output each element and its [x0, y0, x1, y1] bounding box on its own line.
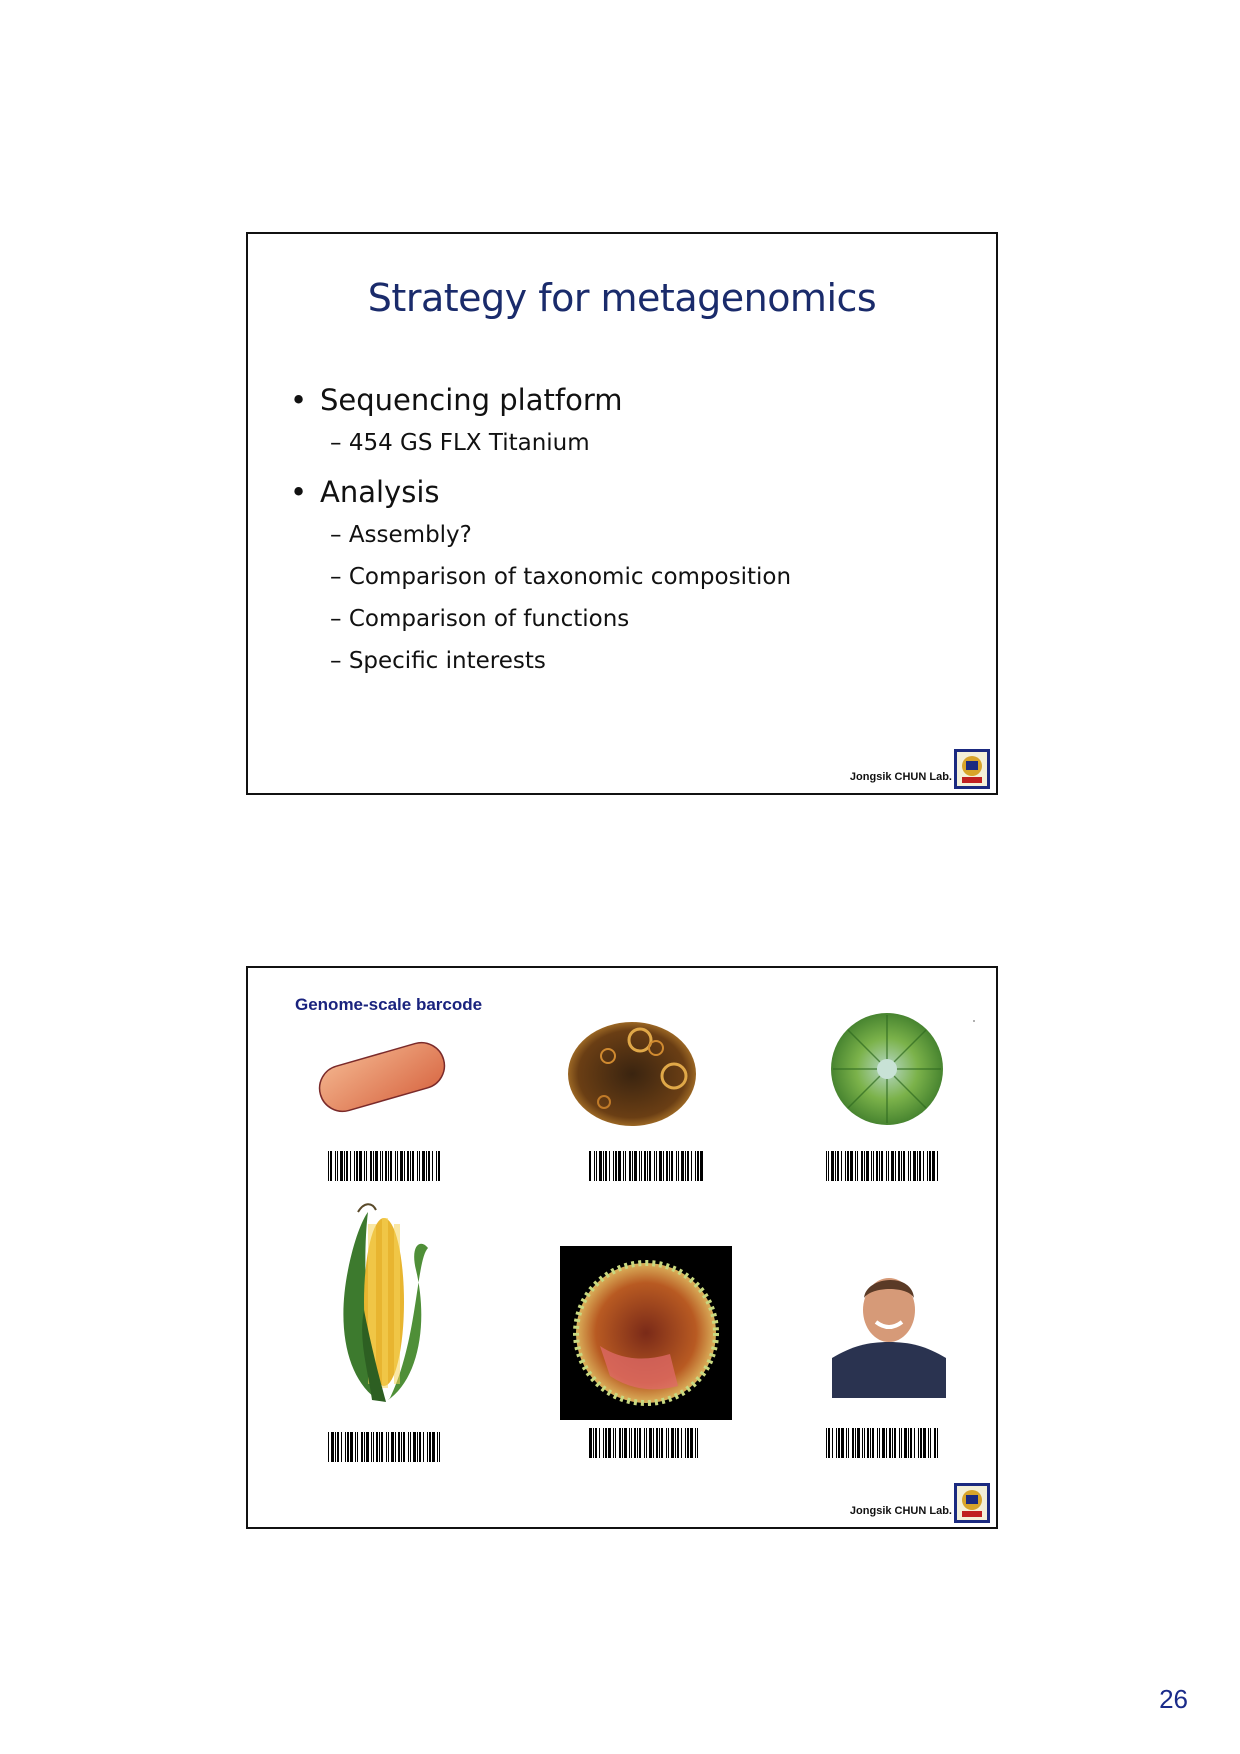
barcode-stripe: [663, 1151, 664, 1181]
slide-footer: [850, 749, 990, 789]
barcode-stripe: [901, 1151, 902, 1181]
barcode-stripe: [337, 1151, 338, 1181]
barcode-stripe: [615, 1428, 616, 1458]
barcode-stripe: [659, 1428, 660, 1458]
barcode-stripe: [881, 1151, 883, 1181]
barcode-stripe: [895, 1151, 896, 1181]
barcode-stripe: [423, 1432, 424, 1462]
barcode-icon: [589, 1151, 703, 1181]
slide-title: Genome-scale barcode: [295, 995, 483, 1014]
barcode-stripe: [422, 1151, 425, 1181]
barcode-stripe: [695, 1151, 696, 1181]
barcode-stripe: [666, 1151, 668, 1181]
lab-credit: Jongsik CHUN Lab.: [849, 1505, 952, 1517]
barcode-stripe: [429, 1432, 431, 1462]
dot-speck: [973, 1020, 975, 1022]
barcode-stripe: [889, 1428, 891, 1458]
bullet-text: Analysis: [320, 475, 440, 509]
barcode-stripe: [656, 1151, 657, 1181]
barcode-stripe: [690, 1428, 693, 1458]
barcode-stripe: [934, 1428, 936, 1458]
barcode-stripe: [426, 1151, 427, 1181]
sub-bullet-item: – 454 GS FLX Titanium: [330, 430, 590, 456]
barcode-stripe: [882, 1428, 885, 1458]
sub-bullet-item: – Comparison of functions: [330, 606, 630, 632]
barcode-stripe: [920, 1428, 922, 1458]
barcode-stripe: [899, 1428, 900, 1458]
barcode-stripe: [631, 1428, 632, 1458]
virus-image: [560, 1246, 732, 1420]
sub-bullet-item: – Comparison of taxonomic composition: [330, 564, 792, 590]
barcode-stripe: [908, 1428, 909, 1458]
barcode-stripe: [419, 1432, 421, 1462]
barcode-stripe: [407, 1151, 409, 1181]
barcode-stripe: [375, 1151, 378, 1181]
barcode-stripe: [428, 1151, 430, 1181]
bullet-item: • Analysis: [290, 475, 440, 509]
barcode-stripe: [886, 1428, 887, 1458]
barcode-stripe: [653, 1428, 654, 1458]
barcode-stripe: [898, 1151, 900, 1181]
barcode-stripe: [341, 1432, 342, 1462]
barcode-stripe: [623, 1151, 624, 1181]
barcode-stripe: [917, 1151, 918, 1181]
barcode-stripe: [625, 1151, 626, 1181]
barcode-stripe: [867, 1428, 869, 1458]
barcode-stripe: [390, 1151, 392, 1181]
barcode-stripe: [347, 1432, 349, 1462]
barcode-stripe: [373, 1432, 374, 1462]
barcode-stripe: [603, 1151, 604, 1181]
barcode-stripe: [388, 1151, 389, 1181]
barcode-stripe: [888, 1151, 889, 1181]
barcode-stripe: [927, 1151, 928, 1181]
barcode-stripe: [861, 1151, 863, 1181]
barcode-stripe: [605, 1151, 607, 1181]
barcode-stripe: [608, 1428, 611, 1458]
barcode-stripe: [330, 1151, 332, 1181]
barcode-stripe: [388, 1432, 389, 1462]
barcode-stripe: [410, 1151, 411, 1181]
barcode-stripe: [356, 1151, 358, 1181]
bacterium-image: [312, 1032, 452, 1122]
slide-strategy: [246, 232, 998, 795]
barcode-stripe: [675, 1428, 676, 1458]
barcode-stripe: [346, 1151, 348, 1181]
sub-bullet-text: Assembly?: [348, 522, 472, 548]
barcode-stripe: [828, 1428, 830, 1458]
sub-bullet-text: 454 GS FLX Titanium: [348, 430, 590, 456]
barcode-stripe: [831, 1151, 834, 1181]
barcode-stripe: [826, 1428, 827, 1458]
barcode-stripe: [366, 1432, 369, 1462]
barcode-stripe: [380, 1151, 381, 1181]
barcode-stripe: [832, 1428, 833, 1458]
barcode-stripe: [632, 1151, 633, 1181]
barcode-stripe: [366, 1151, 367, 1181]
lab-credit: Jongsik CHUN Lab.: [849, 771, 952, 783]
barcode-stripe: [913, 1151, 916, 1181]
barcode-stripe: [391, 1432, 394, 1462]
barcode-stripe: [845, 1151, 846, 1181]
barcode-stripe: [397, 1151, 398, 1181]
barcode-stripe: [937, 1428, 938, 1458]
sub-bullet-item: – Specific interests: [330, 648, 546, 674]
barcode-stripe: [354, 1151, 355, 1181]
barcode-stripe: [412, 1151, 414, 1181]
barcode-stripe: [841, 1428, 844, 1458]
barcode-stripe: [857, 1151, 858, 1181]
barcode-stripe: [639, 1151, 640, 1181]
barcode-icon: [826, 1428, 940, 1458]
barcode-stripe: [671, 1151, 673, 1181]
barcode-stripe: [676, 1151, 677, 1181]
barcode-stripe: [914, 1428, 915, 1458]
barcode-stripe: [879, 1428, 880, 1458]
barcode-stripe: [691, 1151, 692, 1181]
barcode-icon: [826, 1151, 940, 1181]
barcode-stripe: [886, 1151, 887, 1181]
barcode-stripe: [862, 1428, 863, 1458]
barcode-stripe: [364, 1151, 365, 1181]
slide-footer: [850, 1483, 990, 1523]
barcode-stripe: [646, 1428, 647, 1458]
barcode-stripe: [417, 1151, 418, 1181]
barcode-stripe: [395, 1432, 396, 1462]
barcode-stripe: [828, 1151, 829, 1181]
university-seal-icon: [954, 749, 990, 789]
barcode-stripe: [335, 1151, 336, 1181]
barcode-stripe: [669, 1151, 670, 1181]
slide-title: Strategy for metagenomics: [367, 276, 877, 320]
barcode-stripe: [838, 1428, 840, 1458]
barcode-stripe: [847, 1151, 849, 1181]
barcode-stripe: [331, 1432, 334, 1462]
barcode-stripe: [589, 1151, 591, 1181]
barcode-icon: [328, 1151, 442, 1181]
barcode-stripe: [437, 1432, 438, 1462]
barcode-stripe: [337, 1432, 339, 1462]
bullet-item: • Sequencing platform: [290, 383, 623, 417]
barcode-stripe: [928, 1428, 929, 1458]
barcode-stripe: [345, 1432, 346, 1462]
barcode-stripe: [404, 1151, 405, 1181]
barcode-stripe: [403, 1432, 405, 1462]
barcode-stripe: [599, 1151, 602, 1181]
sub-bullet-text: Specific interests: [348, 648, 546, 674]
barcode-stripe: [410, 1432, 411, 1462]
barcode-stripe: [836, 1428, 837, 1458]
barcode-stripe: [618, 1151, 621, 1181]
barcode-icon: [589, 1428, 703, 1458]
sub-bullet-item: – Assembly?: [330, 522, 472, 548]
barcode-stripe: [695, 1428, 696, 1458]
barcode-stripe: [596, 1151, 597, 1181]
barcode-stripe: [350, 1432, 353, 1462]
sub-bullet-text: Comparison of taxonomic composition: [348, 564, 792, 590]
barcode-stripe: [328, 1151, 329, 1181]
barcode-stripe: [624, 1428, 627, 1458]
barcode-stripe: [340, 1151, 343, 1181]
barcode-stripe: [401, 1432, 402, 1462]
barcode-stripe: [439, 1432, 440, 1462]
barcode-stripe: [685, 1151, 686, 1181]
university-seal-icon: [954, 1483, 990, 1523]
barcode-stripe: [700, 1151, 703, 1181]
barcode-stripe: [649, 1428, 652, 1458]
barcode-stripe: [879, 1151, 880, 1181]
barcode-stripe: [613, 1428, 614, 1458]
barcode-stripe: [350, 1151, 351, 1181]
barcode-stripe: [647, 1151, 648, 1181]
barcode-stripe: [903, 1151, 905, 1181]
barcode-stripe: [910, 1151, 911, 1181]
barcode-stripe: [594, 1151, 595, 1181]
barcode-stripe: [677, 1428, 679, 1458]
barcode-stripe: [656, 1428, 658, 1458]
barcode-stripe: [841, 1151, 842, 1181]
barcode-stripe: [417, 1432, 418, 1462]
barcode-stripe: [395, 1151, 396, 1181]
barcode-stripe: [599, 1428, 600, 1458]
barcode-stripe: [891, 1151, 894, 1181]
barcode-stripe: [697, 1428, 698, 1458]
barcode-stripe: [639, 1428, 641, 1458]
barcode-stripe: [644, 1428, 645, 1458]
barcode-stripe: [344, 1151, 345, 1181]
barcode-stripe: [870, 1428, 871, 1458]
barcode-stripe: [419, 1151, 420, 1181]
barcode-stripe: [355, 1432, 356, 1462]
barcode-stripe: [866, 1151, 869, 1181]
barcode-stripe: [644, 1151, 646, 1181]
barcode-stripe: [629, 1428, 630, 1458]
barcode-stripe: [364, 1432, 365, 1462]
barcode-stripe: [398, 1432, 400, 1462]
barcode-stripe: [864, 1151, 865, 1181]
human-portrait-image: [832, 1258, 946, 1398]
barcode-stripe: [661, 1428, 663, 1458]
barcode-stripe: [697, 1151, 699, 1181]
fungal-cell-image: [564, 1014, 702, 1130]
barcode-stripe: [932, 1151, 935, 1181]
barcode-stripe: [436, 1151, 437, 1181]
barcode-stripe: [408, 1432, 409, 1462]
barcode-stripe: [629, 1151, 631, 1181]
barcode-stripe: [681, 1428, 682, 1458]
barcode-stripe: [619, 1428, 621, 1458]
barcode-stripe: [634, 1428, 636, 1458]
barcode-stripe: [837, 1151, 839, 1181]
bullet-list: [290, 372, 976, 682]
barcode-stripe: [432, 1151, 433, 1181]
barcode-stripe: [376, 1432, 378, 1462]
barcode-stripe: [929, 1151, 931, 1181]
barcode-stripe: [641, 1151, 642, 1181]
barcode-stripe: [438, 1151, 440, 1181]
barcode-stripe: [609, 1151, 610, 1181]
barcode-stripe: [681, 1151, 684, 1181]
barcode-stripe: [846, 1428, 847, 1458]
barcode-stripe: [852, 1428, 854, 1458]
barcode-stripe: [864, 1428, 865, 1458]
barcode-stripe: [615, 1151, 617, 1181]
green-alga-image: [828, 1010, 946, 1128]
barcode-stripe: [654, 1151, 655, 1181]
barcode-stripe: [370, 1151, 372, 1181]
barcode-stripe: [361, 1432, 363, 1462]
barcode-stripe: [877, 1428, 878, 1458]
barcode-stripe: [855, 1151, 856, 1181]
barcode-stripe: [589, 1428, 592, 1458]
barcode-stripe: [427, 1432, 428, 1462]
barcode-stripe: [359, 1151, 362, 1181]
barcode-stripe: [381, 1432, 383, 1462]
barcode-stripe: [649, 1151, 651, 1181]
barcode-stripe: [850, 1151, 853, 1181]
barcode-stripe: [930, 1428, 931, 1458]
barcode-stripe: [919, 1151, 921, 1181]
barcode-stripe: [668, 1428, 669, 1458]
bullet-text: Sequencing platform: [320, 383, 623, 417]
barcode-stripe: [328, 1432, 329, 1462]
barcode-stripe: [892, 1428, 893, 1458]
barcode-stripe: [871, 1151, 872, 1181]
barcode-stripe: [908, 1151, 909, 1181]
barcode-stripe: [371, 1432, 372, 1462]
barcode-stripe: [666, 1428, 667, 1458]
barcode-stripe: [400, 1151, 403, 1181]
barcode-stripe: [413, 1432, 416, 1462]
barcode-stripe: [918, 1428, 919, 1458]
barcode-stripe: [385, 1151, 387, 1181]
barcode-stripe: [826, 1151, 827, 1181]
barcode-stripe: [373, 1151, 374, 1181]
barcode-stripe: [872, 1428, 874, 1458]
barcode-stripe: [659, 1151, 662, 1181]
barcode-stripe: [835, 1151, 836, 1181]
barcode-stripe: [855, 1428, 856, 1458]
barcode-stripe: [603, 1428, 604, 1458]
barcode-stripe: [848, 1428, 849, 1458]
barcode-stripe: [634, 1151, 637, 1181]
barcode-stripe: [923, 1151, 924, 1181]
barcode-stripe: [894, 1428, 896, 1458]
barcode-stripe: [687, 1428, 689, 1458]
barcode-stripe: [923, 1428, 926, 1458]
barcode-stripe: [671, 1428, 674, 1458]
barcode-stripe: [637, 1428, 638, 1458]
barcode-stripe: [335, 1432, 336, 1462]
barcode-stripe: [382, 1151, 383, 1181]
barcode-stripe: [357, 1432, 358, 1462]
barcode-stripe: [857, 1428, 860, 1458]
barcode-stripe: [876, 1151, 878, 1181]
barcode-icon: [328, 1432, 442, 1462]
page-number: 26: [1159, 1684, 1188, 1714]
barcode-stripe: [595, 1428, 597, 1458]
sub-bullet-text: Comparison of functions: [348, 606, 630, 632]
barcode-stripe: [613, 1151, 614, 1181]
barcode-stripe: [386, 1432, 387, 1462]
barcode-stripe: [687, 1151, 689, 1181]
barcode-stripe: [873, 1151, 874, 1181]
barcode-stripe: [904, 1428, 907, 1458]
barcode-stripe: [432, 1432, 435, 1462]
barcode-stripe: [901, 1428, 902, 1458]
barcode-stripe: [937, 1151, 938, 1181]
barcode-stripe: [379, 1432, 380, 1462]
barcode-stripe: [678, 1151, 679, 1181]
barcode-stripe: [622, 1428, 623, 1458]
barcode-stripe: [605, 1428, 607, 1458]
barcode-stripe: [910, 1428, 912, 1458]
barcode-stripe: [685, 1428, 686, 1458]
corn-image: [328, 1200, 440, 1406]
barcode-stripe: [593, 1428, 594, 1458]
slide-genome-barcode: [246, 966, 998, 1529]
